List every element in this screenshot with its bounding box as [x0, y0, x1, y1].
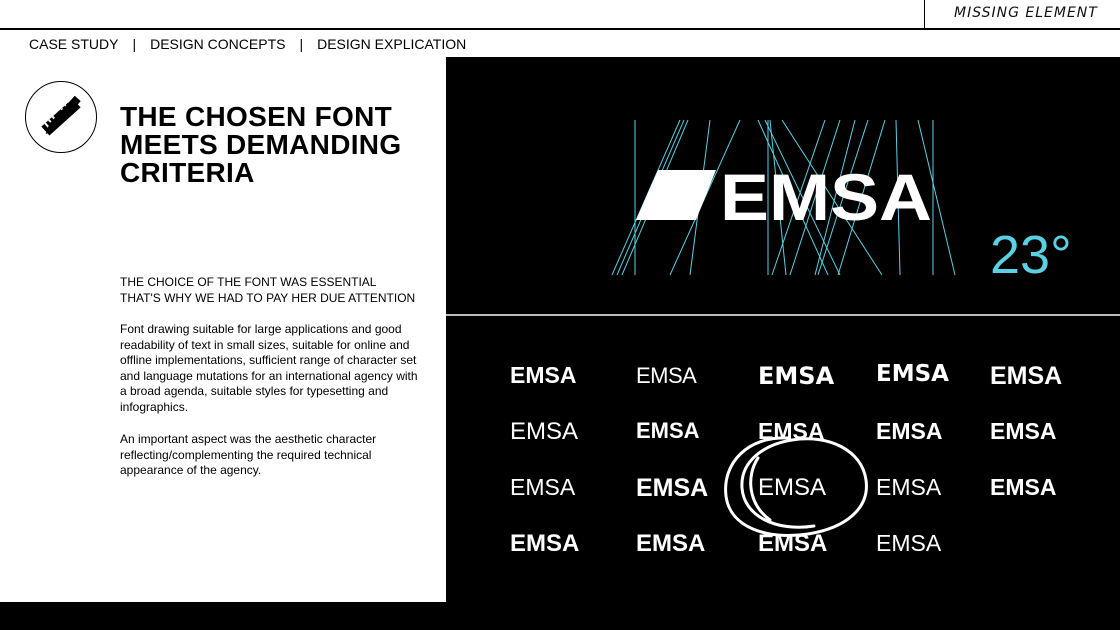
- brand-name: MISSING ELEMENT: [954, 5, 1098, 21]
- body-paragraph: Font drawing suitable for large applications and good readability of text in small sizes, suitable for online and offline implementations, sufficient range of character set and language mutations for an international agency with a broad agenda, suitable styles for typesetting and infographics.: [120, 322, 418, 414]
- hero-wordmark: EMSA: [720, 160, 932, 234]
- font-sample: EMSA: [876, 530, 942, 556]
- angle-label: 23°: [990, 225, 1072, 285]
- pencil-ruler-icon: [25, 81, 97, 153]
- circle-mark-icon: [718, 428, 878, 553]
- nav-item-design-concepts[interactable]: DESIGN CONCEPTS: [150, 36, 286, 52]
- font-sample: EMSA: [636, 418, 700, 443]
- font-sample: EMSA: [758, 418, 825, 444]
- page-title: THE CHOSEN FONT MEETS DEMANDING CRITERIA: [120, 101, 402, 188]
- breadcrumb: [29, 36, 466, 52]
- font-sample: EMSA: [636, 530, 706, 557]
- font-sample: EMSA: [990, 418, 1057, 444]
- font-sample: EMSA: [876, 361, 949, 387]
- font-sample: EMSA: [990, 362, 1063, 390]
- font-sample-selected: EMSA: [758, 474, 827, 501]
- nav-item-case-study[interactable]: CASE STUDY: [29, 36, 119, 52]
- body-paragraph: An important aspect was the aesthetic character reflecting/complementing the required technical appearance of the agency.: [120, 432, 377, 478]
- font-sample: EMSA: [758, 362, 835, 390]
- font-sample: EMSA: [876, 474, 942, 500]
- font-sample: EMSA: [990, 474, 1057, 500]
- wordmark-construction: [600, 110, 960, 285]
- top-bar: [0, 0, 1120, 30]
- section-divider: [446, 314, 1120, 316]
- font-sample: EMSA: [510, 418, 579, 445]
- font-sample: EMSA: [510, 362, 577, 388]
- font-sample: EMSA: [636, 363, 697, 388]
- font-sample: EMSA: [758, 530, 828, 557]
- nav-separator: |: [132, 36, 137, 52]
- nav-bar: [0, 30, 1120, 57]
- font-sample: EMSA: [510, 530, 580, 557]
- nav-item-design-explication[interactable]: DESIGN EXPLICATION: [317, 36, 467, 52]
- text-panel: [0, 57, 446, 602]
- font-sample: EMSA: [876, 418, 943, 444]
- font-sample: EMSA: [636, 474, 709, 502]
- lede-text: THE CHOICE OF THE FONT WAS ESSENTIAL THAT'S WHY WE HAD TO PAY HER DUE ATTENTION: [120, 275, 416, 305]
- nav-separator: |: [299, 36, 304, 52]
- font-sample: EMSA: [510, 474, 576, 500]
